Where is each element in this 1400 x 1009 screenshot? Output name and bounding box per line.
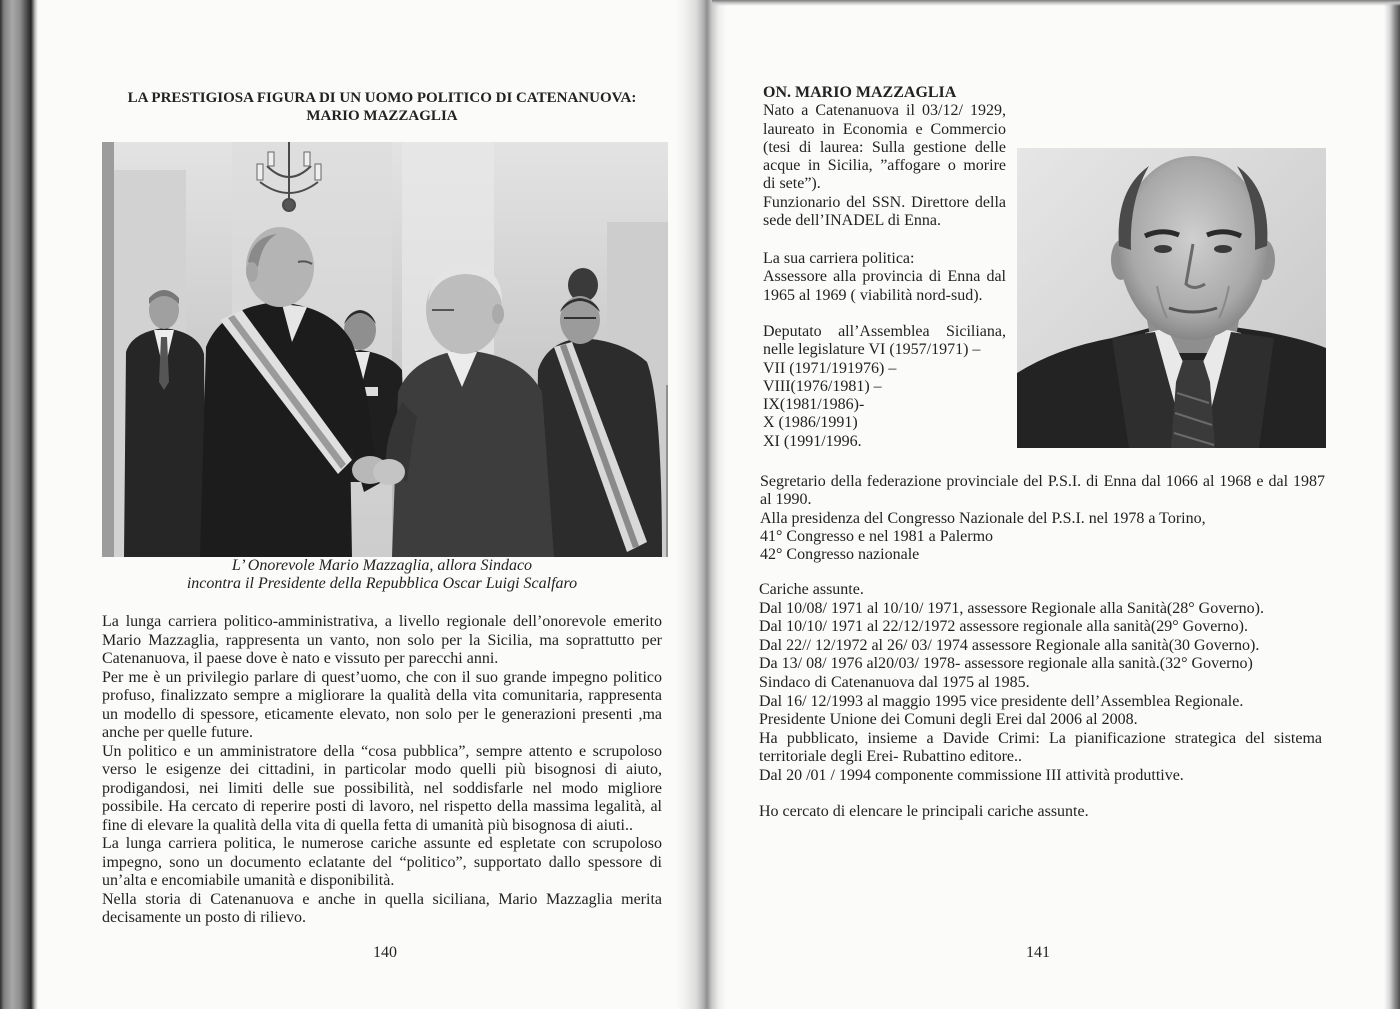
portrait-eye-left — [1154, 245, 1172, 253]
party-line: 41° Congresso e nel 1981 a Palermo — [760, 527, 994, 545]
body-line: decisamente un posto di rilievo. — [102, 909, 306, 926]
caption-line: incontra il Presidente della Repubblica Oscar Luigi Scalfaro — [186, 575, 578, 592]
body-line: Per me è un privilegio parlare di quest’uomo, che con il suo grande impegno politico — [102, 668, 662, 686]
legislature-line: VII (1971/191976) – — [763, 359, 897, 377]
bio-line: Nato a Catenanuova il 03/12/ 1929, — [763, 102, 1006, 120]
party-block — [760, 473, 1325, 564]
career-block — [763, 250, 1006, 305]
office-line: Sindaco di Catenanuova dal 1975 al 1985. — [759, 673, 1030, 691]
office-line: territoriale degli Erei- Rubattino editore.. — [759, 748, 1023, 766]
career-line: 1965 al 1969 ( viabilità nord-sud). — [763, 286, 983, 304]
body-line: La lunga carriera politica, le numerose cariche assunte ed espletate con scrupoloso — [102, 835, 662, 852]
office-line: Dal 10/08/ 1971 al 10/10/ 1971, assessore Regionale alla Sanità(28° Governo). — [759, 599, 1264, 617]
body-line: fine di elevare la qualità della vita di quella fetta di umanità più bisognosa di aiuti.. — [102, 816, 633, 834]
career-line: Assessore alla provincia di Enna dal — [763, 268, 1006, 286]
bio-line: Funzionario del SSN. Direttore della — [763, 193, 1006, 211]
body-line: Nella storia di Catenanuova e anche in quella siciliana, Mario Mazzaglia merita — [102, 890, 662, 908]
office-line: Ha pubblicato, insieme a Davide Crimi: La pianificazione strategica del sistema — [759, 729, 1322, 747]
page-number-right: 141 — [1026, 944, 1050, 961]
page-edge-top — [712, 0, 1400, 6]
closing-note — [759, 803, 1322, 822]
bio-line: sede dell’INADEL di Enna. — [763, 212, 942, 230]
bio-heading: ON. MARIO MAZZAGLIA — [763, 84, 957, 101]
office-line: Da 13/ 08/ 1976 al20/03/ 1978- assessore regionale alla sanità.(32° Governo) — [759, 655, 1253, 673]
title-line: MARIO MAZZAGLIA — [306, 108, 458, 124]
body-line: anche per quelle future. — [102, 724, 254, 741]
office-line: Dal 22// 12/1972 al 26/ 03/ 1974 assessore Regionale alla sanità(30 Governo). — [759, 636, 1260, 654]
biography-block — [763, 84, 1006, 230]
bio-line: laureato in Economia e Commercio — [763, 120, 1006, 138]
caption-line: L’ Onorevole Mario Mazzaglia, allora Sindaco — [231, 557, 533, 574]
legislature-line: XI (1991/1996. — [763, 432, 862, 450]
legislature-line: VIII(1976/1981) – — [763, 377, 882, 395]
bio-line: di sete”). — [763, 175, 821, 193]
body-line: verso le esigenze dei cittadini, in particolar modo quelli più bisognosi di aiuto, — [102, 761, 662, 778]
legislature-line: IX(1981/1986)- — [763, 396, 865, 414]
closing-line: Ho cercato di elencare le principali cariche assunte. — [759, 803, 1089, 820]
bio-line: acque in Sicilia, ”affogare o morire — [763, 157, 1006, 175]
book-gutter-shadow — [676, 0, 726, 1009]
bio-line: (tesi di laurea: Sulla gestione delle — [763, 138, 1006, 156]
legislature-line: Deputato all’Assemblea Siciliana, — [763, 323, 1006, 340]
body-line: Un politico e un amministratore della “cosa pubblica”, sempre attento e scrupoloso — [102, 742, 662, 760]
office-line: Dal 20 /01 / 1994 componente commissione III attività produttive. — [759, 766, 1184, 784]
party-line: 42° Congresso nazionale — [760, 546, 920, 564]
body-line: La lunga carriera politico-amministrativa, a livello regionale dell’onorevole emerito — [102, 613, 662, 630]
body-line: impegno, sono un documento eclatante del “politico”, supportato dallo spessore di — [102, 853, 662, 871]
legislature-line: nelle legislature VI (1957/1971) – — [763, 341, 981, 359]
door-frame-left — [102, 142, 114, 557]
body-line: Mario Mazzaglia, rappresenta un vanto, non solo per la Sicilia, ma soprattutto per — [102, 631, 662, 649]
handshake-photo — [102, 142, 668, 557]
legislatures-block — [763, 323, 1006, 451]
career-line: La sua carriera politica: — [763, 250, 915, 267]
photo-caption — [102, 557, 662, 593]
page-number-left: 140 — [373, 944, 397, 961]
party-line: al 1990. — [760, 491, 812, 509]
title-line: LA PRESTIGIOSA FIGURA DI UN UOMO POLITICO DI CATENANUOVA: — [127, 90, 637, 106]
body-line: Catenanuova, il paese dove è nato e vissuto per parecchi anni. — [102, 650, 499, 667]
body-line: prodigandosi, nei limiti delle sue possibilità, nel soddisfarle nel modo migliore — [102, 779, 662, 797]
offices-block — [759, 581, 1322, 786]
office-line: Dal 16/ 12/1993 al maggio 1995 vice presidente dell’Assemblea Regionale. — [759, 692, 1244, 710]
book-binding-edge — [0, 0, 38, 1009]
offices-heading: Cariche assunte. — [759, 581, 864, 598]
page-edge-right — [1384, 0, 1400, 1009]
body-line: un’alta e encomiabile umanità e disponibilità. — [102, 872, 395, 889]
legislature-line: X (1986/1991) — [763, 414, 858, 432]
party-line: Segretario della federazione provinciale del P.S.I. di Enna dal 1066 al 1968 e dal 1987 — [760, 473, 1325, 490]
body-line: possibile. Ha cercato di reperire posti di lavoro, nel rispetto della massima legalità, al — [102, 798, 662, 815]
portrait-photo — [1017, 148, 1326, 448]
article-body — [102, 613, 662, 928]
body-line: profuso, finalizzato sempre a migliorare la qualità della vita comunitaria, rappresenta — [102, 687, 662, 704]
article-title — [102, 89, 662, 125]
party-line: Alla presidenza del Congresso Nazionale del P.S.I. nel 1978 a Torino, — [760, 509, 1206, 527]
office-line: Dal 10/10/ 1971 al 22/12/1972 assessore regionale alla sanità(29° Governo). — [759, 618, 1248, 636]
office-line: Presidente Unione dei Comuni degli Erei dal 2006 al 2008. — [759, 711, 1138, 729]
body-line: un modello di spessore, eticamente elevato, non solo per le generazioni presenti ,ma — [102, 705, 662, 723]
portrait-eye-right — [1214, 245, 1232, 253]
